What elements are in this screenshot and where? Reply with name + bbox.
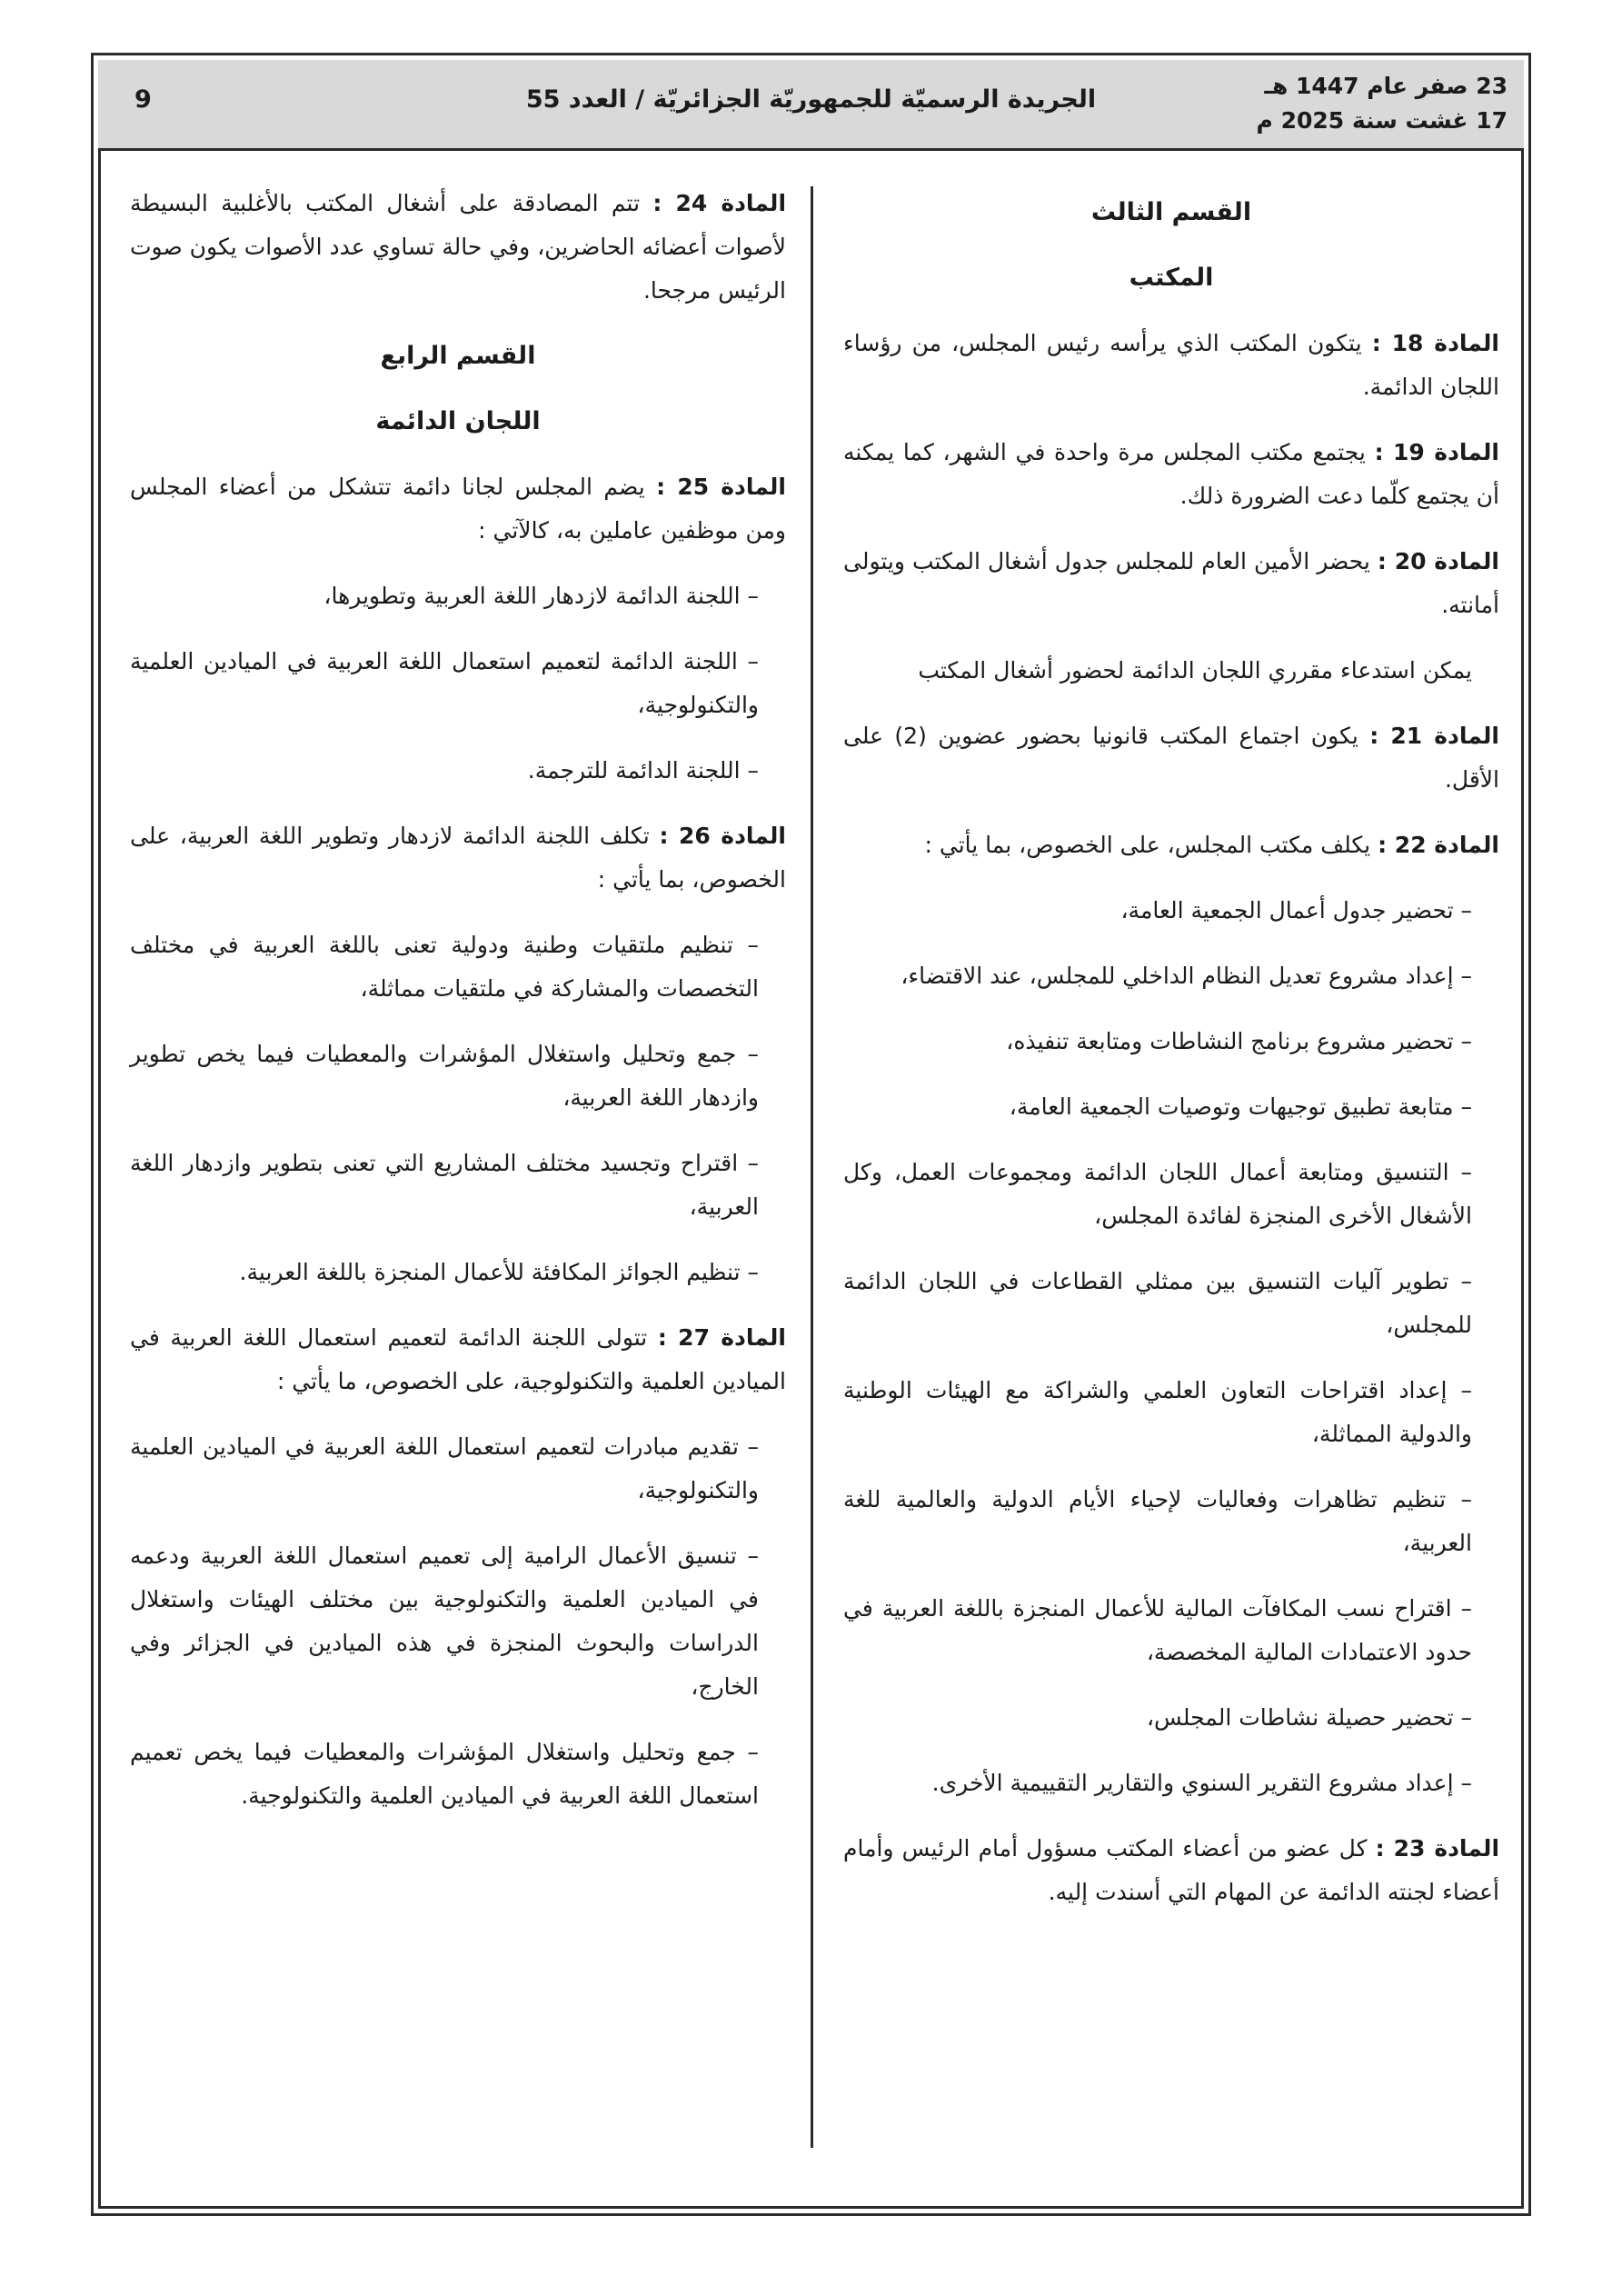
article-25-label: المادة 25 : — [656, 474, 786, 500]
list-item: – اقتراح وتجسيد مختلف المشاريع التي تعنى بتطوير وازدهار اللغة العربية، — [130, 1150, 759, 1220]
section-3-title: القسم الثالث — [1090, 198, 1252, 226]
list-item: – جمع وتحليل واستغلال المؤشرات والمعطيات فيما يخص تعميم استعمال اللغة العربية في الميادين العلمية والتكنولوجية. — [130, 1739, 759, 1809]
article-24-text: تتم المصادقة على أشغال المكتب بالأغلبية البسيطة لأصوات أعضائه الحاضرين، وفي حالة تساوي عدد الأصوات يكون صوت الرئيس مرجحا. — [130, 190, 786, 304]
article-26-text: تكلف اللجنة الدائمة لازدهار وتطوير اللغة العربية، على الخصوص، بما يأتي : — [130, 823, 786, 893]
article-20-label: المادة 20 : — [1377, 548, 1499, 574]
header-date-gregorian: 17 غشت سنة 2025 م — [1256, 107, 1508, 134]
article-22-label: المادة 22 : — [1378, 832, 1499, 858]
page-number: 9 — [134, 85, 152, 114]
article-21-label: المادة 21 : — [1369, 723, 1499, 749]
header-title: الجريدة الرسميّة للجمهوريّة الجزائريّة / العدد 55 — [525, 85, 1097, 114]
article-22 — [843, 824, 1499, 867]
list-item: – تحضير مشروع برنامج النشاطات ومتابعة تنفيذه، — [1006, 1028, 1472, 1054]
section-4-title: القسم الرابع — [380, 342, 536, 370]
article-20-text: يحضر الأمين العام للمجلس جدول أشغال المكتب ويتولى أمانته. — [843, 548, 1499, 618]
article-24 — [130, 182, 786, 313]
article-20 — [843, 540, 1499, 627]
left-column — [130, 182, 786, 1840]
list-item: – إعداد مشروع تعديل النظام الداخلي للمجلس، عند الاقتضاء، — [901, 963, 1472, 989]
list-item: – تنسيق الأعمال الرامية إلى تعميم استعمال اللغة العربية ودعمه في الميادين العلمية والتكنولوجية بين مختلف الهيئات واستغلال الدراسات والبحوث المنجزة في هذه الميادين في الجزائر وفي الخارج، — [130, 1542, 759, 1700]
section-4-subtitle: اللجان الدائمة — [375, 407, 541, 435]
list-item: – تحضير حصيلة نشاطات المجلس، — [1146, 1704, 1472, 1731]
article-19-text: يجتمع مكتب المجلس مرة واحدة في الشهر، كما يمكنه أن يجتمع كلّما دعت الضرورة ذلك. — [843, 439, 1499, 509]
list-item: – اللجنة الدائمة لازدهار اللغة العربية وتطويرها، — [323, 583, 759, 609]
list-item: – تنظيم الجوائز المكافئة للأعمال المنجزة باللغة العربية. — [239, 1259, 759, 1285]
article-23-label: المادة 23 : — [1375, 1835, 1500, 1862]
article-25 — [130, 465, 786, 553]
list-item: – تنظيم تظاهرات وفعاليات لإحياء الأيام الدولية والعالمية للغة العربية، — [843, 1486, 1472, 1556]
article-18-label: المادة 18 : — [1371, 330, 1500, 356]
list-item: – تحضير جدول أعمال الجمعية العامة، — [1120, 897, 1472, 923]
list-item: – اللجنة الدائمة للترجمة. — [527, 757, 759, 784]
list-item: – تنظيم ملتقيات وطنية ودولية تعنى باللغة العربية في مختلف التخصصات والمشاركة في ملتقيات مماثلة، — [130, 932, 759, 1002]
list-item: – اقتراح نسب المكافآت المالية للأعمال المنجزة باللغة العربية في حدود الاعتمادات المالية المخصصة، — [843, 1595, 1472, 1665]
article-19 — [843, 431, 1499, 518]
section-3-subtitle: المكتب — [1129, 264, 1214, 292]
article-27-label: المادة 27 : — [657, 1324, 786, 1351]
article-27-text: تتولى اللجنة الدائمة لتعميم استعمال اللغة العربية في الميادين العلمية والتكنولوجية، على الخصوص، ما يأتي : — [130, 1324, 786, 1394]
list-item: – إعداد اقتراحات التعاون العلمي والشراكة مع الهيئات الوطنية والدولية المماثلة، — [843, 1377, 1472, 1447]
list-item: – تطوير آليات التنسيق بين ممثلي القطاعات في اللجان الدائمة للمجلس، — [843, 1268, 1472, 1338]
list-item: – التنسيق ومتابعة أعمال اللجان الدائمة ومجموعات العمل، وكل الأشغال الأخرى المنجزة لفائدة المجلس، — [843, 1159, 1472, 1229]
article-26 — [130, 814, 786, 902]
article-22-text: يكلف مكتب المجلس، على الخصوص، بما يأتي : — [924, 832, 1371, 858]
list-item: – اللجنة الدائمة لتعميم استعمال اللغة العربية في الميادين العلمية والتكنولوجية، — [130, 648, 759, 718]
article-23 — [843, 1827, 1499, 1914]
article-26-label: المادة 26 : — [659, 823, 787, 849]
article-25-text: يضم المجلس لجانا دائمة تتشكل من أعضاء المجلس ومن موظفين عاملين به، كالآتي : — [130, 474, 786, 544]
right-column — [843, 182, 1499, 1936]
list-item: – جمع وتحليل واستغلال المؤشرات والمعطيات فيما يخص تطوير وازدهار اللغة العربية، — [130, 1041, 759, 1111]
article-20-paragraph-2: يمكن استدعاء مقرري اللجان الدائمة لحضور أشغال المكتب — [918, 657, 1472, 684]
article-18 — [843, 322, 1499, 409]
article-24-label: المادة 24 : — [652, 190, 787, 216]
list-item: – متابعة تطبيق توجيهات وتوصيات الجمعية العامة، — [1009, 1093, 1472, 1120]
article-21 — [843, 714, 1499, 802]
column-divider — [811, 186, 813, 2148]
article-21-text: يكون اجتماع المكتب قانونيا بحضور عضوين (2) على الأقل. — [843, 723, 1499, 793]
article-23-text: كل عضو من أعضاء المكتب مسؤول أمام الرئيس وأمام أعضاء لجنته الدائمة عن المهام التي أسندت إليه. — [843, 1835, 1499, 1905]
article-19-label: المادة 19 : — [1374, 439, 1499, 465]
list-item: – تقديم مبادرات لتعميم استعمال اللغة العربية في الميادين العلمية والتكنولوجية، — [130, 1433, 759, 1503]
article-18-text: يتكون المكتب الذي يرأسه رئيس المجلس، من رؤساء اللجان الدائمة. — [843, 330, 1499, 400]
page-header — [98, 60, 1524, 151]
list-item: – إعداد مشروع التقرير السنوي والتقارير التقييمية الأخرى. — [931, 1770, 1472, 1796]
article-27 — [130, 1316, 786, 1403]
header-date-hijri: 23 صفر عام 1447 هـ — [1264, 73, 1508, 99]
